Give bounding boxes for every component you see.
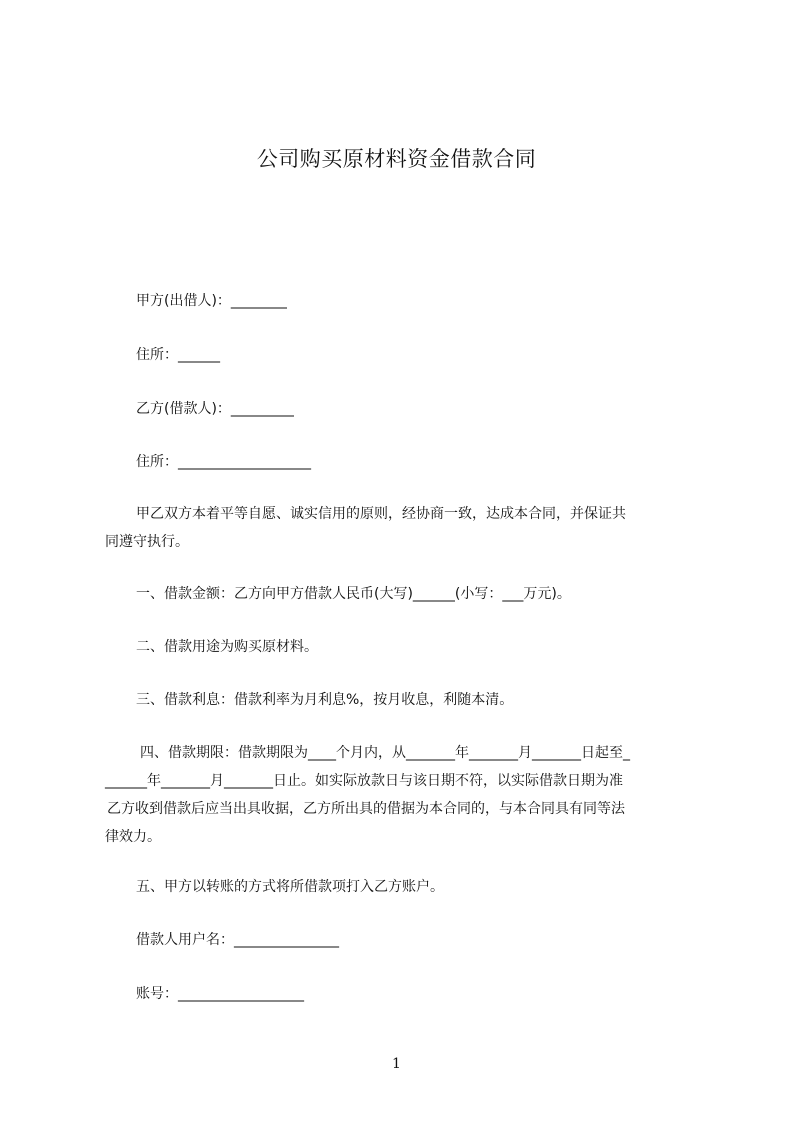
- clause-1: 一、借款金额：乙方向甲方借款人民币(大写)______(小写：___万元)。: [136, 586, 571, 602]
- party-b-address-line: 住所：___________________: [136, 454, 311, 470]
- account-name-line: 借款人用户名：_______________: [136, 932, 339, 948]
- clause-4-line-1: 四、借款期限：借款期限为____个月内，从_______年_______月_______日起至_: [140, 745, 630, 761]
- page-number: 1: [392, 1056, 401, 1072]
- clause-2: 二、借款用途为购买原材料。: [136, 639, 318, 655]
- party-a-line: 甲方(出借人)：________: [136, 293, 287, 309]
- intro-line-1: 甲乙双方本着平等自愿、诚实信用的原则，经协商一致，达成本合同，并保证共: [136, 506, 626, 522]
- clause-4-line-4: 律效力。: [105, 829, 161, 845]
- account-number-line: 账号：__________________: [136, 986, 304, 1002]
- document-title: 公司购买原材料资金借款合同: [256, 147, 537, 171]
- party-a-address-line: 住所：______: [136, 347, 220, 363]
- clause-4-line-3: 乙方收到借款后应当出具收据，乙方所出具的借据为本合同的，与本合同具有同等法: [107, 801, 625, 817]
- party-b-line: 乙方(借款人)：_________: [136, 401, 294, 417]
- clause-4-paragraph: [105, 739, 705, 851]
- clause-5: 五、甲方以转账的方式将所借款项打入乙方账户。: [136, 879, 444, 895]
- clause-4-line-2: ______年_______月_______日止。如实际放款日与该日期不符，以实际借款日期为准: [105, 773, 623, 789]
- clause-3: 三、借款利息：借款利率为月利息%，按月收息，利随本清。: [136, 692, 514, 708]
- intro-paragraph: [105, 500, 705, 556]
- intro-line-2: 同遵守执行。: [105, 534, 189, 550]
